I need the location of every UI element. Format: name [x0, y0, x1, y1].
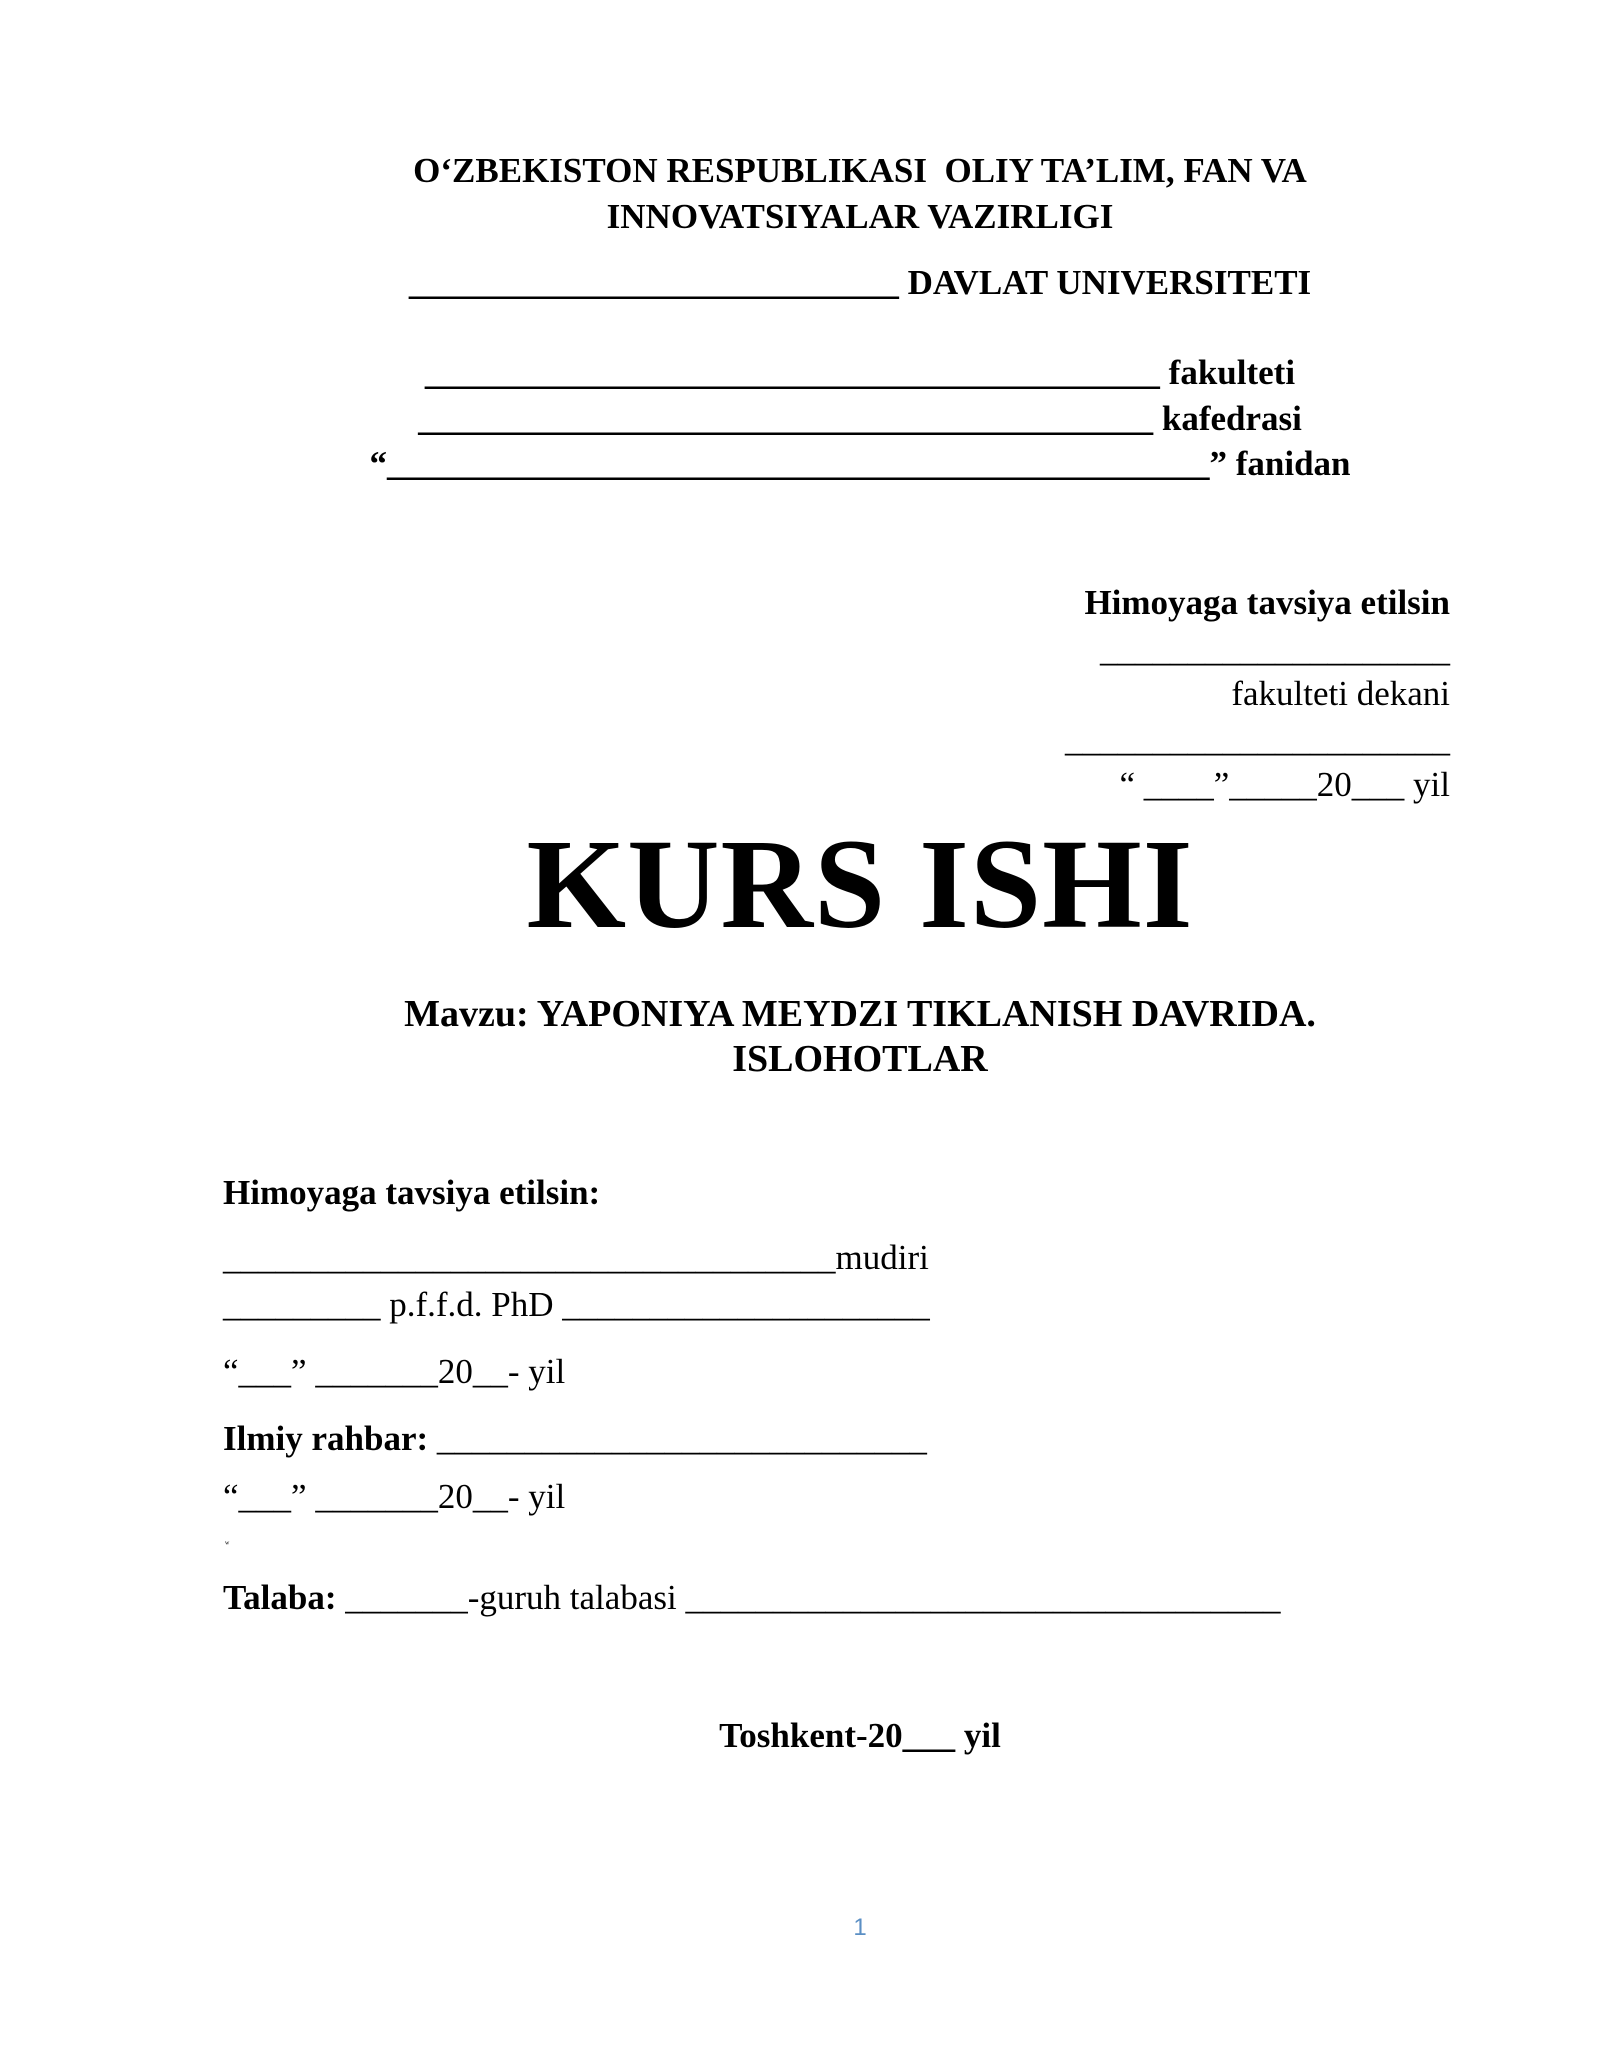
subject-line: “_______________________________________________” fanidan	[369, 444, 1351, 483]
topic-line-2: ISLOHOTLAR	[732, 1038, 988, 1080]
approval-heading: Himoyaga tavsiya etilsin	[1084, 583, 1450, 622]
degree-line: _________ p.f.f.d. PhD _____________________	[223, 1285, 930, 1324]
department-line: __________________________________________ kafedrasi	[418, 399, 1302, 438]
ministry-line-2: INNOVATSIYALAR VAZIRLIGI	[606, 197, 1114, 236]
head-date-line: “___” _______20__- yil	[223, 1352, 566, 1391]
supervisor-date-line: “___” _______20__- yil	[223, 1477, 566, 1516]
ministry-line-1: O‘ZBEKISTON RESPUBLIKASI OLIY TA’LIM, FAN VA	[413, 151, 1307, 190]
recommendation-heading: Himoyaga tavsiya etilsin:	[223, 1173, 601, 1212]
document-title: KURS ISHI	[526, 813, 1194, 955]
page-number: 1	[853, 1914, 867, 1941]
department-head-line: ___________________________________mudiri	[223, 1238, 929, 1277]
supervisor-label: Ilmiy rahbar:	[223, 1419, 429, 1458]
student-row	[223, 1580, 1280, 1615]
faculty-line: __________________________________________ fakulteti	[424, 353, 1296, 392]
dean-label: fakulteti dekani	[1231, 674, 1450, 713]
dean-name-line: ______________________	[1065, 720, 1450, 759]
stray-mark: ʷ	[225, 1539, 230, 1550]
student-line: _______-guruh talabasi __________________________________	[336, 1578, 1281, 1617]
university-line: ____________________________ DAVLAT UNIVERSITETI	[408, 263, 1312, 302]
supervisor-line: ____________________________	[428, 1419, 927, 1458]
supervisor-row	[223, 1421, 927, 1456]
dean-date-line: “ ____”_____20___ yil	[1119, 765, 1450, 804]
city-year: Toshkent-20___ yil	[719, 1716, 1001, 1755]
student-label: Talaba:	[223, 1578, 337, 1617]
topic-line-1: Mavzu: YAPONIYA MEYDZI TIKLANISH DAVRIDA.	[404, 993, 1316, 1035]
dean-signature-line: ____________________	[1100, 630, 1450, 669]
